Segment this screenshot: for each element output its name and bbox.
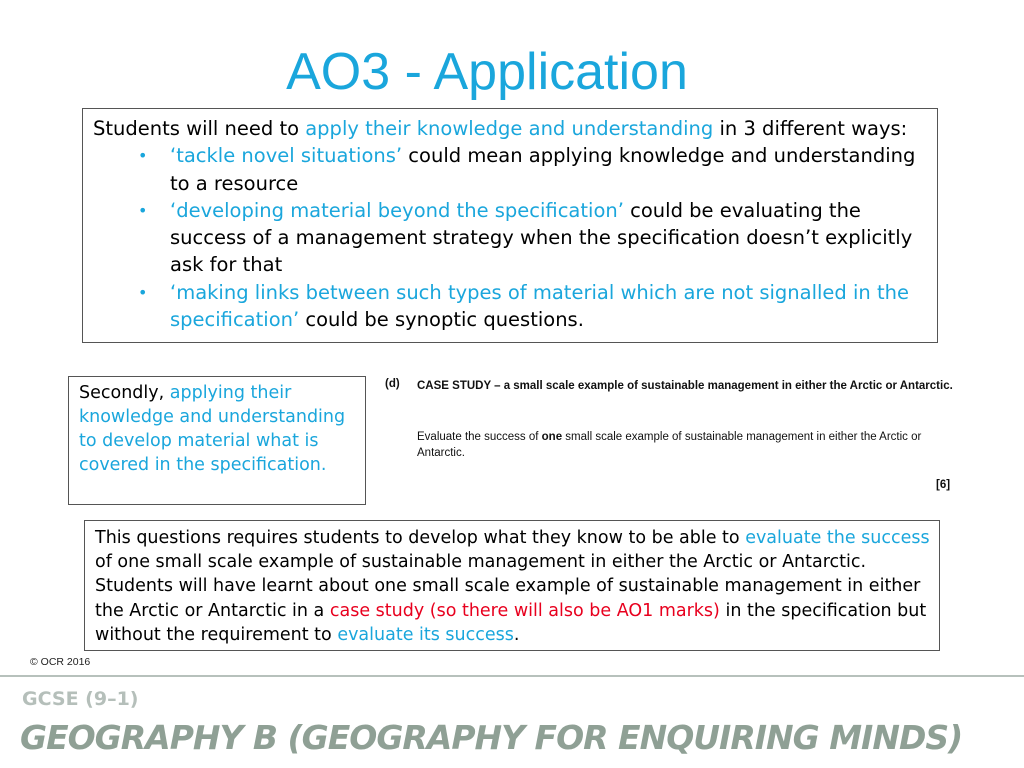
question-body-bold: one: [541, 431, 563, 443]
bullet-text: could be evaluating the success of a management strategy when the specification doesn’t explicitly ask for that: [170, 198, 913, 277]
bullet-text: could be synoptic questions.: [299, 308, 584, 332]
footer-subject: GEOGRAPHY B (GEOGRAPHY FOR ENQUIRING MINDS): [20, 718, 963, 757]
intro-text-a: Students will need to: [93, 117, 306, 140]
question-label: (d): [385, 378, 400, 390]
bullet-highlight: ‘developing material beyond the specification’: [170, 198, 624, 222]
intro-text-b: in 3 different ways:: [713, 117, 908, 140]
copyright-notice: © OCR 2016: [30, 656, 91, 668]
explanation-part: of one small scale example of sustainable management in either the Arctic or Antarctic. Students will have learnt about one small scale example of sustainable management in either the Arctic or Antarctic in a: [95, 552, 921, 621]
explanation-part: This questions requires students to develop what they know to be able to: [95, 528, 746, 548]
secondly-text: [79, 381, 361, 477]
explanation-text: [95, 526, 935, 647]
explanation-highlight: evaluate the success: [745, 528, 930, 548]
ways-text: [93, 115, 933, 333]
question-body-b: small scale example of sustainable management in either the Arctic or Antarctic.: [417, 431, 922, 459]
ways-list-item: [138, 279, 933, 334]
ways-list: [93, 142, 933, 333]
footer-divider: [0, 675, 1024, 677]
question-heading: CASE STUDY – a small scale example of sustainable management in either the Arctic or Antarctic.: [417, 380, 953, 392]
explanation-part: in the specification but without the requirement to: [95, 600, 927, 645]
ways-list-item: [138, 142, 933, 197]
bullet-icon: •: [138, 200, 148, 220]
secondly-highlight: applying their knowledge and understanding to develop material what is covered in the specification.: [79, 383, 346, 475]
explanation-emphasis: case study (so there will also be AO1 marks): [329, 600, 720, 621]
bullet-highlight: ‘tackle novel situations’: [170, 144, 403, 168]
slide-title: AO3 - Application: [286, 43, 688, 101]
exam-question-image: [384, 376, 964, 496]
secondly-lead: Secondly,: [79, 383, 170, 403]
question-marks: [6]: [936, 479, 951, 491]
bullet-icon: •: [138, 146, 148, 166]
bullet-text: could mean applying knowledge and understanding to a resource: [170, 144, 916, 195]
footer-qualification: GCSE (9–1): [22, 688, 139, 710]
ways-list-item: [138, 197, 933, 279]
explanation-part: .: [513, 624, 520, 645]
question-body-a: Evaluate the success of: [417, 431, 542, 443]
bullet-highlight: ‘making links between such types of material which are not signalled in the specification’: [170, 280, 909, 332]
bullet-icon: •: [138, 282, 148, 302]
question-body: [417, 429, 962, 461]
explanation-highlight: evaluate its success: [337, 624, 514, 645]
intro-highlight: apply their knowledge and understanding: [305, 117, 714, 140]
ways-intro: [93, 115, 933, 142]
